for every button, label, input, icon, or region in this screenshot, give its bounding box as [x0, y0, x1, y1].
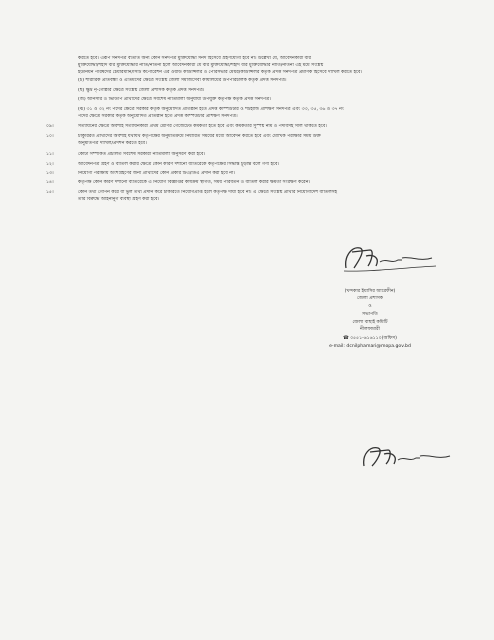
item-text: সত্যায়নের ক্ষেত্রে অবশ্যই সত্যায়নকারী প্রথম শ্রেণির গেজেটেড কর্মকর্তা হতে হবে এবং কর্মকর্তার সুস্পষ্ট নাম ও পদবিসহ সীল থাকতে হবে।	[78, 124, 327, 129]
paragraph-line: মুক্তিযোদ্ধা/শহীদ বীর মুক্তিযোদ্ধার নাতি/নাতনী হলে আবেদনকারী যে বীর মুক্তিযোদ্ধা/শহীদ বীর মুক্তিযোদ্ধার নাতি/নাতনী এই মর্মে সংশ্লিষ্ট	[78, 63, 324, 68]
paragraph-line: করতে হবে। এরূপ সনদপত্র ব্যতীত অন্য কোন সনদপত্র মুক্তিযোদ্ধা সনদ হিসেবে গ্রহণযোগ্য হবে না। উল্লেখ্য যে, আবেদনকারী বীর	[78, 56, 312, 61]
item-text: তার বিরুদ্ধে আইনানুগ ব্যবস্থা গ্রহণ করা হবে।	[78, 197, 160, 202]
item-text: কোন তথ্য গোপন করে বা ভুল তথ্য প্রদান করে চাকরিতে নিয়োগপ্রাপ্ত হলে কর্তৃপক্ষ দায়ী হবে না। এ ক্ষেত্রে সংশ্লিষ্ট প্রার্থীর নিয়োগাদেশ বাতিলসহ	[78, 190, 338, 195]
paragraph-line: (ছ) ক্ষুদ্র নৃ-গোষ্ঠীর ক্ষেত্রে সংশ্লিষ্ট জেলা প্রশাসক কর্তৃক প্রদত্ত সনদপত্র।	[78, 88, 205, 93]
item-number: ০৯।	[46, 124, 54, 129]
item-number: ১১।	[46, 152, 54, 157]
committee-role: সভাপতি	[362, 312, 378, 317]
officer-name: (খন্দকার ইয়াসির আরেফীন)	[344, 289, 396, 294]
item-number: ১০।	[46, 134, 54, 139]
item-text: অনুমতিপত্র দাখিল/প্রদর্শন করতে হবে।	[78, 141, 147, 146]
item-number: ১২।	[46, 162, 54, 167]
item-number: ১৩।	[46, 171, 54, 176]
paragraph-line: (ঝ) ৩১ ও ৩২ নং পদের ক্ষেত্রে সরকার কর্তৃক অনুমোদিত প্রতিষ্ঠান হতে প্রদত্ত কম্পিউটার ও শর্টহ্যান্ড প্রশিক্ষণ সনদপত্র এবং ৩৩, ৩৫, ৩৬ ও ৩৭ নং	[78, 107, 344, 112]
item-text: চাকুরিরত প্রার্থীদের অবশ্যই যথাযথ কর্তৃপক্ষের অনুমতিক্রমে নির্ধারিত সময়ের মধ্যে আবেদন করতে হবে এবং মৌখিক পরীক্ষার সময় উক্ত	[78, 134, 321, 139]
district-name: নীলফামারী	[360, 327, 380, 332]
item-number: ১৫।	[46, 190, 54, 195]
item-text: কোটা সম্পর্কিত প্রচলিত সর্বশেষ সরকারী নীতিমালা অনুসরণ করা হবে।	[78, 152, 206, 157]
paragraph-line: পদের ক্ষেত্রে সরকার কর্তৃক অনুমোদিত প্রতিষ্ঠান হতে প্রদত্ত কম্পিউটার প্রশিক্ষণ সনদপত্র।	[78, 114, 238, 119]
signature-image-footer	[358, 440, 458, 474]
item-number: ১৪।	[46, 180, 54, 185]
officer-designation: জেলা প্রশাসক	[357, 296, 383, 301]
phone-number: ☎ ০৫৫১-৬১৬১১০(অফিস)	[343, 336, 397, 341]
paragraph-line: ইউনিয়ন পরিষদের চেয়ারম্যান/সিটি কর্পোরেশন এর ওয়ার্ড কাউন্সিলর ও পৌরসভার মেয়র/কাউন্সিলর কর্তৃক প্রদত্ত সনদপত্র প্রমাণক হিসেবে দাখিল করতে হবে।	[78, 70, 363, 75]
paragraph-line: (জ) আনসার ও ভিডিপি প্রার্থীদের ক্ষেত্রে সর্বশেষ নীতিমালা অনুযায়ী উপযুক্ত কর্তৃপক্ষ কর্তৃক প্রদত্ত সনদপত্র।	[78, 97, 272, 102]
committee-name: জেলা বাছাই কমিটি	[352, 320, 388, 325]
item-text: কর্তৃপক্ষ কোন কারণ দর্শানো ব্যতিরেকে এ নিয়োগ বিজ্ঞপ্তির কার্যক্রম স্থগিত, সময় পরিবর্তন ও বাতিল করার ক্ষমতা সংরক্ষণ করেন।	[78, 180, 311, 185]
item-text: নিয়োগী পরীক্ষায় অংশগ্রহণের জন্য প্রার্থীদের কোন প্রকার টিএ/ডিএ প্রদান করা হবে না।	[78, 171, 235, 176]
item-text: আবেদনপত্র গ্রহণ ও বাতিল করার ক্ষেত্রে কোন কারণ দর্শানো ব্যতিরেকে কর্তৃপক্ষের সিদ্ধান্ত চূড়ান্ত বলে গণ্য হবে।	[78, 162, 280, 167]
conjunction: ও	[368, 304, 372, 309]
paragraph-line: (চ) শারীরিক প্রতিবন্ধী ও এতিমদের ক্ষেত্রে সংশ্লিষ্ট জেলা সমাজসেবা কার্যালয়ের উপপরিচালক কর্তৃক প্রদত্ত সনদপত্র।	[78, 78, 287, 83]
email-address: e-mail: dcnilphamari@mopa.gov.bd	[329, 344, 411, 349]
signature-image	[340, 238, 440, 278]
